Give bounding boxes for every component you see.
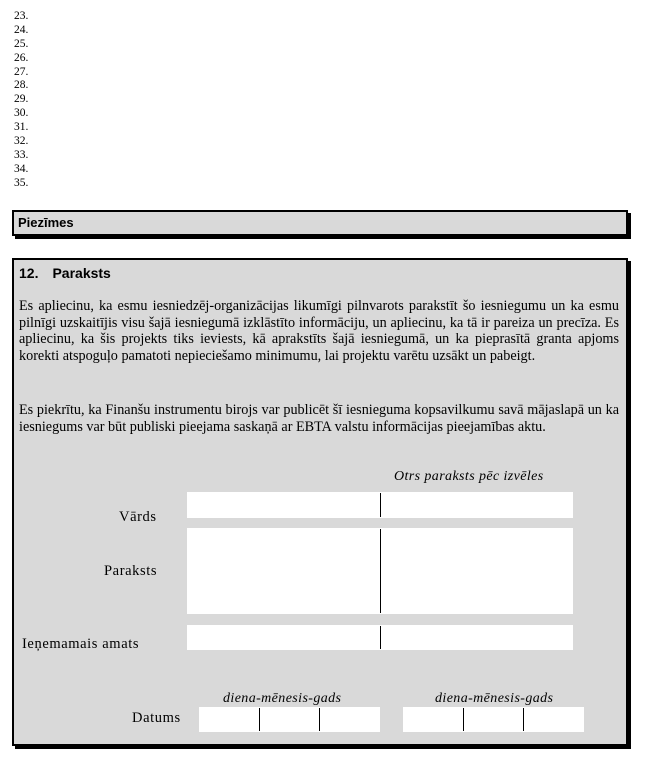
- notes-section: [12, 210, 628, 236]
- line-number: 28.: [14, 79, 29, 92]
- date-label: Datums: [132, 710, 181, 726]
- name-label: Vārds: [119, 509, 157, 525]
- date-format-hint: diena-mēnesis-gads: [223, 691, 342, 706]
- date-month-input[interactable]: [464, 707, 524, 732]
- line-number: 31.: [14, 121, 29, 134]
- signature-label: Paraksts: [104, 563, 158, 579]
- position-input-optional[interactable]: [381, 625, 573, 650]
- notes-title: Piezīmes: [18, 215, 74, 230]
- name-input-primary[interactable]: [187, 492, 381, 518]
- date-year-input[interactable]: [524, 707, 584, 732]
- position-label: Ieņemamais amats: [22, 636, 140, 652]
- section-heading: [19, 265, 111, 281]
- date-field-optional: [403, 707, 584, 732]
- signature-section: [12, 258, 628, 746]
- section-number: 12.: [19, 265, 39, 281]
- line-number-list: [14, 10, 28, 191]
- consent-paragraph: Es piekrītu, ka Finanšu instrumentu birojs var publicēt šī iesnieguma kopsavilkumu savā mājaslapā un ka iesniegums var būt publiski pieejama saskaņā ar EBTA valstu informācijas pieejamības aktu.: [19, 402, 619, 435]
- signature-field-group: [187, 528, 573, 614]
- position-input-primary[interactable]: [187, 625, 381, 650]
- date-format-hint: diena-mēnesis-gads: [435, 691, 554, 706]
- date-field-primary: [199, 707, 380, 732]
- line-number: 35.: [14, 176, 29, 189]
- line-number: 23.: [14, 10, 29, 22]
- name-input-optional[interactable]: [381, 492, 573, 518]
- optional-signature-label: Otrs paraksts pēc izvēles: [394, 469, 544, 484]
- name-field-group: [187, 492, 573, 518]
- date-day-input[interactable]: [199, 707, 260, 732]
- line-number: 32.: [14, 135, 29, 148]
- line-number: 30.: [14, 107, 29, 120]
- signature-input-optional[interactable]: [381, 528, 573, 614]
- section-title: Paraksts: [52, 265, 111, 281]
- date-month-input[interactable]: [260, 707, 320, 732]
- line-number: 29.: [14, 93, 29, 106]
- signature-input-primary[interactable]: [187, 528, 381, 614]
- position-field-group: [187, 625, 573, 650]
- line-number: 34.: [14, 162, 29, 175]
- declaration-paragraph: Es apliecinu, ka esmu iesniedzēj-organizācijas likumīgi pilnvarots parakstīt šo iesniegumu un ka esmu pilnīgi uzskaitījis visu šajā iesniegumā izklāstīto informāciju, un apliecinu, ka tā ir pareiza un precīza. Es apliecinu, ka šis projekts tiks ieviests, kā aprakstīts šajā iesniegumā, un ka pieprasītā granta apjoms korekti atspoguļo pamatoti nepieciešamo minimumu, lai projektu varētu uzsākt un pabeigt.: [19, 298, 619, 364]
- date-day-input[interactable]: [403, 707, 464, 732]
- line-number: 27.: [14, 65, 29, 78]
- line-number: 24.: [14, 23, 29, 36]
- line-number: 25.: [14, 37, 29, 50]
- line-number: 33.: [14, 148, 29, 161]
- date-year-input[interactable]: [320, 707, 380, 732]
- line-number: 26.: [14, 51, 29, 64]
